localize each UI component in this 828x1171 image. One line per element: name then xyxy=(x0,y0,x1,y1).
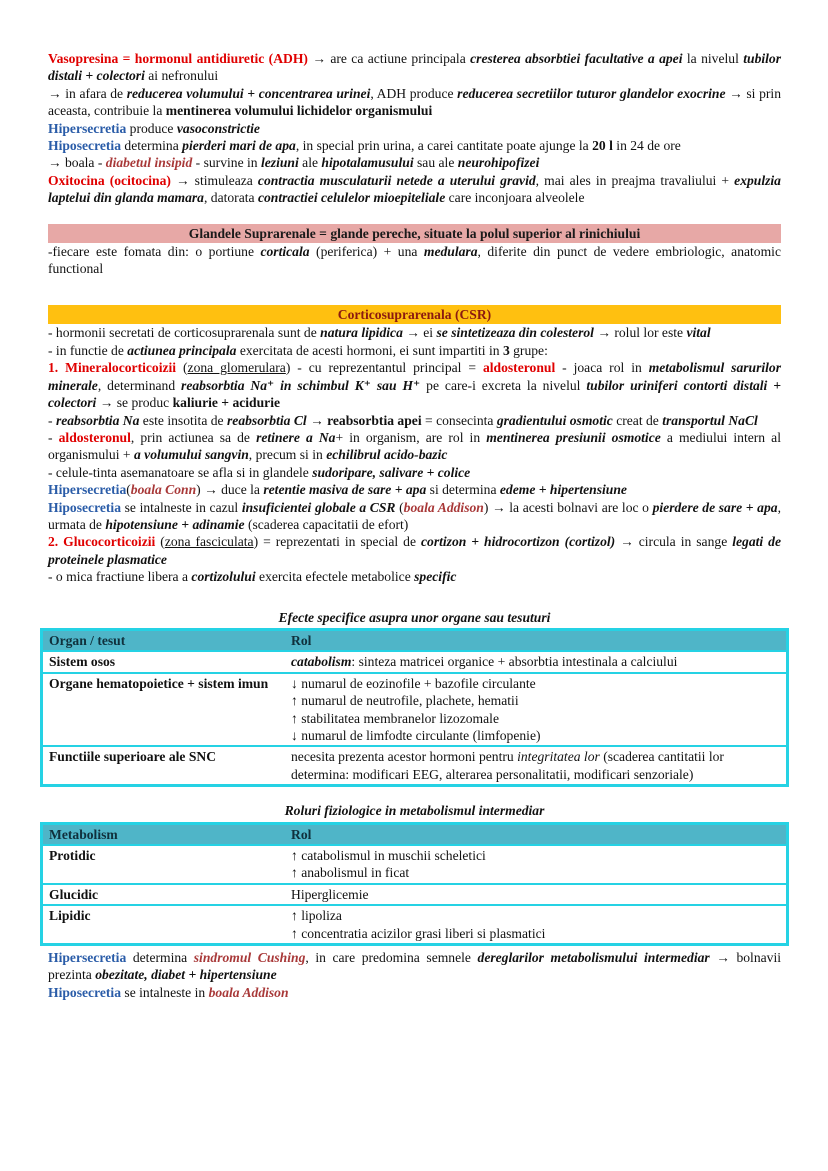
row-label-cell xyxy=(43,846,285,883)
table-row xyxy=(43,846,786,885)
row-label-cell xyxy=(43,674,285,746)
paragraph-cushing xyxy=(48,949,781,984)
table-row xyxy=(43,674,786,748)
text-segment: ↑ catabolismul in muschii scheletici xyxy=(291,848,486,864)
cell-line xyxy=(291,727,780,744)
text-segment: catabolism xyxy=(291,654,352,670)
text-segment: hipotensiune + adinamie xyxy=(105,516,245,532)
text-segment: se intalneste in xyxy=(121,984,209,1000)
paragraph-adh-effects xyxy=(48,85,781,120)
text-segment: determina xyxy=(121,138,183,154)
paragraph-diabet-insipid xyxy=(48,154,781,171)
text-segment: → boala - xyxy=(48,155,106,171)
text-segment: cortizolului xyxy=(191,569,256,585)
table-roluri-fiziologice xyxy=(40,822,789,946)
text-segment: Hipersecretia xyxy=(48,120,127,136)
text-segment: cortizon + hidrocortizon (cortizol) xyxy=(421,534,616,550)
text-segment: zona glomerulara xyxy=(187,360,286,376)
paragraph-reabsorbtia xyxy=(48,412,781,429)
text-segment: se sintetizeaza din colesterol xyxy=(436,325,594,341)
text-segment: retentie masiva de sare + apa xyxy=(263,482,427,498)
text-segment: → are ca actiune principala xyxy=(307,51,471,66)
text-segment: grupe: xyxy=(509,342,548,358)
text-segment: (periferica) + una xyxy=(309,243,424,259)
text-segment: (scaderea capacitatii de efort) xyxy=(244,516,409,532)
paragraph-cortizol-liber xyxy=(48,568,781,585)
cell-line xyxy=(291,847,780,864)
text-segment: - celule-tinta asemanatoare se afla si in glandele xyxy=(48,464,313,480)
text-segment: mentinerea volumului lichidelor organismului xyxy=(165,103,433,119)
text-segment: → rolul lor este xyxy=(593,325,687,341)
text-segment: aldosteronul xyxy=(58,429,131,445)
text-segment: 2. Glucocorticoizii xyxy=(48,534,156,550)
row-label-cell xyxy=(43,885,285,904)
text-segment: , urmata de xyxy=(48,499,781,532)
text-segment: -fiecare este fomata din: o portiune xyxy=(48,243,261,259)
text-segment: reabsorbtia apei xyxy=(327,412,422,428)
paragraph-structura-glande xyxy=(48,243,781,278)
text-segment: → se produc xyxy=(96,395,173,411)
row-value-cell xyxy=(285,846,786,883)
paragraph-addison-final xyxy=(48,984,781,1001)
text-segment: metabolismul sarurilor minerale xyxy=(48,360,782,393)
text-segment: ↑ anabolismul in ficat xyxy=(291,865,410,881)
text-segment: ( xyxy=(155,534,165,550)
text-segment: , ADH produce xyxy=(370,85,458,101)
text-segment: , in care predomina semnele xyxy=(305,950,478,966)
text-segment: echilibrul acido-bazic xyxy=(326,447,448,463)
text-segment: - survine in xyxy=(192,155,261,171)
text-segment: → ei xyxy=(402,325,437,341)
table-roluri-title: Roluri fiziologice in metabolismul intermediar xyxy=(284,803,545,819)
text-segment: exercita efectele metabolice xyxy=(255,569,415,585)
text-segment: ) = reprezentati in special de xyxy=(253,534,421,550)
table-row xyxy=(43,747,786,784)
text-segment: vital xyxy=(686,325,711,341)
text-segment: produce xyxy=(126,120,177,136)
text-segment: creat de xyxy=(612,412,663,428)
text-segment: , datorata xyxy=(203,190,258,206)
cell-line xyxy=(291,710,780,727)
text-segment: Hiposecretia xyxy=(48,138,121,154)
text-segment: edeme + hipertensiune xyxy=(499,482,627,498)
text-segment: la nivelul xyxy=(682,51,744,66)
text-segment: aldosteronul xyxy=(482,360,556,376)
text-segment: care inconjoara alveolele xyxy=(445,190,585,206)
text-segment: reabsorbtia Na xyxy=(55,412,140,428)
text-segment: → bolnavii prezinta xyxy=(48,950,781,983)
banner-corticosuprarenala: Corticosuprarenala (CSR) xyxy=(48,305,781,324)
text-segment: transportul NaCl xyxy=(662,412,758,428)
text-segment: , diferite din punct de vedere embriologic, anatomic functional xyxy=(48,243,781,277)
text-segment: : sinteza matricei organice + absorbtia intestinala a calciului xyxy=(351,654,678,670)
text-segment: → si prin aceasta, contribuie la xyxy=(48,85,781,119)
text-segment: exercitata de acesti hormoni, ei sunt impartiti in xyxy=(236,342,503,358)
row-value-cell xyxy=(285,906,786,943)
text-segment: vasoconstrictie xyxy=(176,120,260,136)
paragraph-hipersecretia-adh xyxy=(48,120,781,137)
text-segment: actiunea principala xyxy=(127,342,237,358)
table-header-row xyxy=(43,631,786,652)
text-segment: dereglarilor metabolismului intermediar xyxy=(477,950,710,966)
text-segment: se intalneste in cazul xyxy=(121,499,242,515)
text-segment: Functiile superioare ale SNC xyxy=(49,749,217,765)
text-segment: insuficientei globale a CSR xyxy=(241,499,396,515)
text-segment: integritatea lor xyxy=(517,749,600,765)
cell-line xyxy=(291,864,780,881)
table-row xyxy=(43,652,786,673)
text-segment: obezitate, diabet + hipertensiune xyxy=(95,967,277,983)
text-segment: reabsorbtia Cl xyxy=(227,412,307,428)
row-value-cell xyxy=(285,747,786,784)
table-efecte-specifice xyxy=(40,628,789,787)
text-segment: Hipersecretia xyxy=(48,950,127,966)
text-segment: boala Addison xyxy=(403,499,484,515)
text-segment: a mediului intern al organismului + xyxy=(48,429,781,463)
text-segment: leziuni xyxy=(260,155,299,171)
text-segment: determina xyxy=(126,950,194,966)
text-segment: mentinerea presiunii osmotice xyxy=(486,429,661,445)
banner-glandele-suprarenale: Glandele Suprarenale = glande pereche, situate la polul superior al rinichiului xyxy=(48,224,781,243)
cell-line xyxy=(291,675,780,692)
text-segment: ) → la acesti bolnavi are loc o xyxy=(483,499,653,515)
row-label-cell xyxy=(43,747,285,784)
table-row xyxy=(43,885,786,906)
text-segment: medulara xyxy=(423,243,478,259)
column-header: Metabolism xyxy=(49,826,118,842)
paragraph-grupe xyxy=(48,342,781,359)
text-segment: a volumului sangvin xyxy=(133,447,249,463)
paragraph-glucocorticoizii xyxy=(48,533,781,568)
text-segment: Hiposecretia xyxy=(48,499,121,515)
text-segment: ↓ numarul de limfodte circulante (limfopenie) xyxy=(291,728,541,743)
text-segment: Glucidic xyxy=(49,886,99,902)
text-segment: gradientului osmotic xyxy=(496,412,613,428)
text-segment: , mai ales in preajma travaliului + xyxy=(535,172,735,188)
text-segment: Vasopresina = hormonul antidiuretic (ADH) xyxy=(48,51,308,66)
text-segment: ↑ lipoliza xyxy=(291,908,342,924)
text-segment: si determina xyxy=(426,482,500,498)
text-segment: , prin actiunea sa de xyxy=(130,429,257,445)
cell-line xyxy=(291,692,780,709)
text-segment: ) - cu reprezentantul principal = xyxy=(285,360,483,376)
column-header: Rol xyxy=(291,826,312,842)
text-segment: expulzia laptelui din glanda mamara xyxy=(48,172,781,206)
text-segment: legati de proteinele plasmatice xyxy=(48,534,781,567)
text-segment: cresterea absorbtiei facultative a apei xyxy=(470,51,683,66)
text-segment: sau ale xyxy=(413,155,458,171)
text-segment: = consecinta xyxy=(421,412,497,428)
text-segment: ( xyxy=(176,360,188,376)
text-segment: necesita prezenta acestor hormoni pentru xyxy=(291,749,518,765)
text-segment: zona fasciculata xyxy=(164,534,254,550)
text-segment: Oxitocina (ocitocina) xyxy=(48,172,171,188)
text-segment: neurohipofizei xyxy=(457,155,540,171)
cell-line xyxy=(291,886,780,903)
paragraph-hipersecretia-conn xyxy=(48,481,781,498)
text-segment: in 24 de ore xyxy=(612,138,681,154)
table-header-row xyxy=(43,825,786,846)
paragraph-hiposecretia-adh xyxy=(48,137,781,154)
text-segment: ↓ numarul de eozinofile + bazofile circulante xyxy=(291,675,536,691)
text-segment: contractia musculaturii netede a uterului gravid xyxy=(257,172,536,188)
text-segment: → xyxy=(306,412,328,428)
paragraph-natura-lipidica xyxy=(48,324,781,341)
text-segment: ai nefronului xyxy=(144,68,219,84)
text-segment: , determinand xyxy=(97,377,182,393)
table-row xyxy=(43,906,786,943)
text-segment: - xyxy=(48,429,59,445)
text-segment: - hormonii secretati de corticosuprarenala sunt de xyxy=(48,325,321,341)
text-segment: → in afara de xyxy=(48,85,127,101)
text-segment: sindromul Cushing xyxy=(193,950,306,966)
text-segment: ↑ concentratia acizilor grasi liberi si plasmatici xyxy=(291,925,546,941)
text-segment: reducerea secretiilor tuturor glandelor exocrine xyxy=(457,85,726,101)
text-segment: ale xyxy=(298,155,322,171)
cell-line xyxy=(291,748,780,783)
text-segment: 1. Mineralocorticoizii xyxy=(48,360,177,376)
row-label-cell xyxy=(43,906,285,943)
text-segment: ( xyxy=(395,499,404,515)
text-segment: diabetul insipid xyxy=(105,155,193,171)
paragraph-aldosteronul xyxy=(48,429,781,464)
text-segment: pe care-i excreta la nivelul xyxy=(420,377,587,393)
paragraph-oxitocina xyxy=(48,172,781,207)
text-segment: pierderi mari de apa xyxy=(182,138,296,154)
text-segment: ↑ stabilitatea membranelor lizozomale xyxy=(291,710,499,726)
text-segment: 3 xyxy=(502,342,510,358)
paragraph-hiposecretia-addison xyxy=(48,499,781,534)
text-segment: reabsorbtia Na⁺ in schimbul K⁺ sau H⁺ xyxy=(181,377,421,393)
text-segment: - o mica fractiune libera a xyxy=(48,569,192,585)
text-segment: Protidic xyxy=(49,848,96,864)
text-segment: , in special prin urina, a carei cantitate poate ajunge la xyxy=(295,138,593,154)
text-segment: Hiposecretia xyxy=(48,984,121,1000)
text-segment: - in functie de xyxy=(48,342,128,358)
text-segment: ↑ numarul de neutrofile, plachete, hematii xyxy=(291,693,519,709)
text-segment: tubilor distali + colectori xyxy=(48,51,782,84)
text-segment: retinere a Na xyxy=(256,429,336,445)
text-segment: (scaderea cantitatii lor determina: modificari EEG, alterarea personalitatii, modificari senzoriale) xyxy=(291,749,724,782)
text-segment: tubilor uriniferi contorti distali + colectori xyxy=(48,377,782,411)
text-segment: - joaca rol in xyxy=(555,360,649,376)
text-segment: + in organism, are rol in xyxy=(335,429,487,445)
row-value-cell xyxy=(285,652,786,671)
text-segment: Hipersecretia xyxy=(48,482,127,498)
text-segment: sudoripare, salivare + colice xyxy=(312,464,471,480)
text-segment: boala Addison xyxy=(208,984,289,1000)
text-segment: natura lipidica xyxy=(320,325,403,341)
text-segment: → circula in sange xyxy=(615,534,733,550)
paragraph-mineralocorticoizii xyxy=(48,359,781,411)
row-label-cell xyxy=(43,652,285,671)
text-segment: Lipidic xyxy=(49,908,91,924)
paragraph-vasopresina xyxy=(48,50,781,85)
cell-line xyxy=(291,925,780,942)
text-segment: corticala xyxy=(260,243,310,259)
row-value-cell xyxy=(285,674,786,746)
text-segment: → stimuleaza xyxy=(170,172,258,188)
text-segment: reducerea volumului + concentrarea urinei xyxy=(126,85,371,101)
cell-line xyxy=(291,653,780,670)
text-segment: Hiperglicemie xyxy=(291,886,369,902)
column-header: Organ / tesut xyxy=(49,632,126,648)
text-segment: specific xyxy=(414,569,457,585)
text-segment: Organe hematopoietice + sistem imun xyxy=(49,675,269,691)
paragraph-celule-tinta xyxy=(48,464,781,481)
text-segment: pierdere de sare + apa xyxy=(652,499,778,515)
table-efecte-title: Efecte specifice asupra unor organe sau tesuturi xyxy=(278,609,551,625)
cell-line xyxy=(291,907,780,924)
text-segment: boala Conn xyxy=(130,482,197,498)
text-segment: ) → duce la xyxy=(196,482,264,498)
text-segment: Sistem osos xyxy=(49,654,116,670)
text-segment: contractiei celulelor mioepiteliale xyxy=(257,190,446,206)
text-segment: 20 l xyxy=(592,138,613,154)
text-segment: kaliurie + acidurie xyxy=(172,395,281,411)
column-header: Rol xyxy=(291,632,312,648)
text-segment: hipotalamusului xyxy=(321,155,414,171)
text-segment: ( xyxy=(126,482,131,498)
text-segment: , precum si in xyxy=(248,447,327,463)
row-value-cell xyxy=(285,885,786,904)
text-segment: - xyxy=(48,412,56,428)
text-segment: este insotita de xyxy=(139,412,227,428)
